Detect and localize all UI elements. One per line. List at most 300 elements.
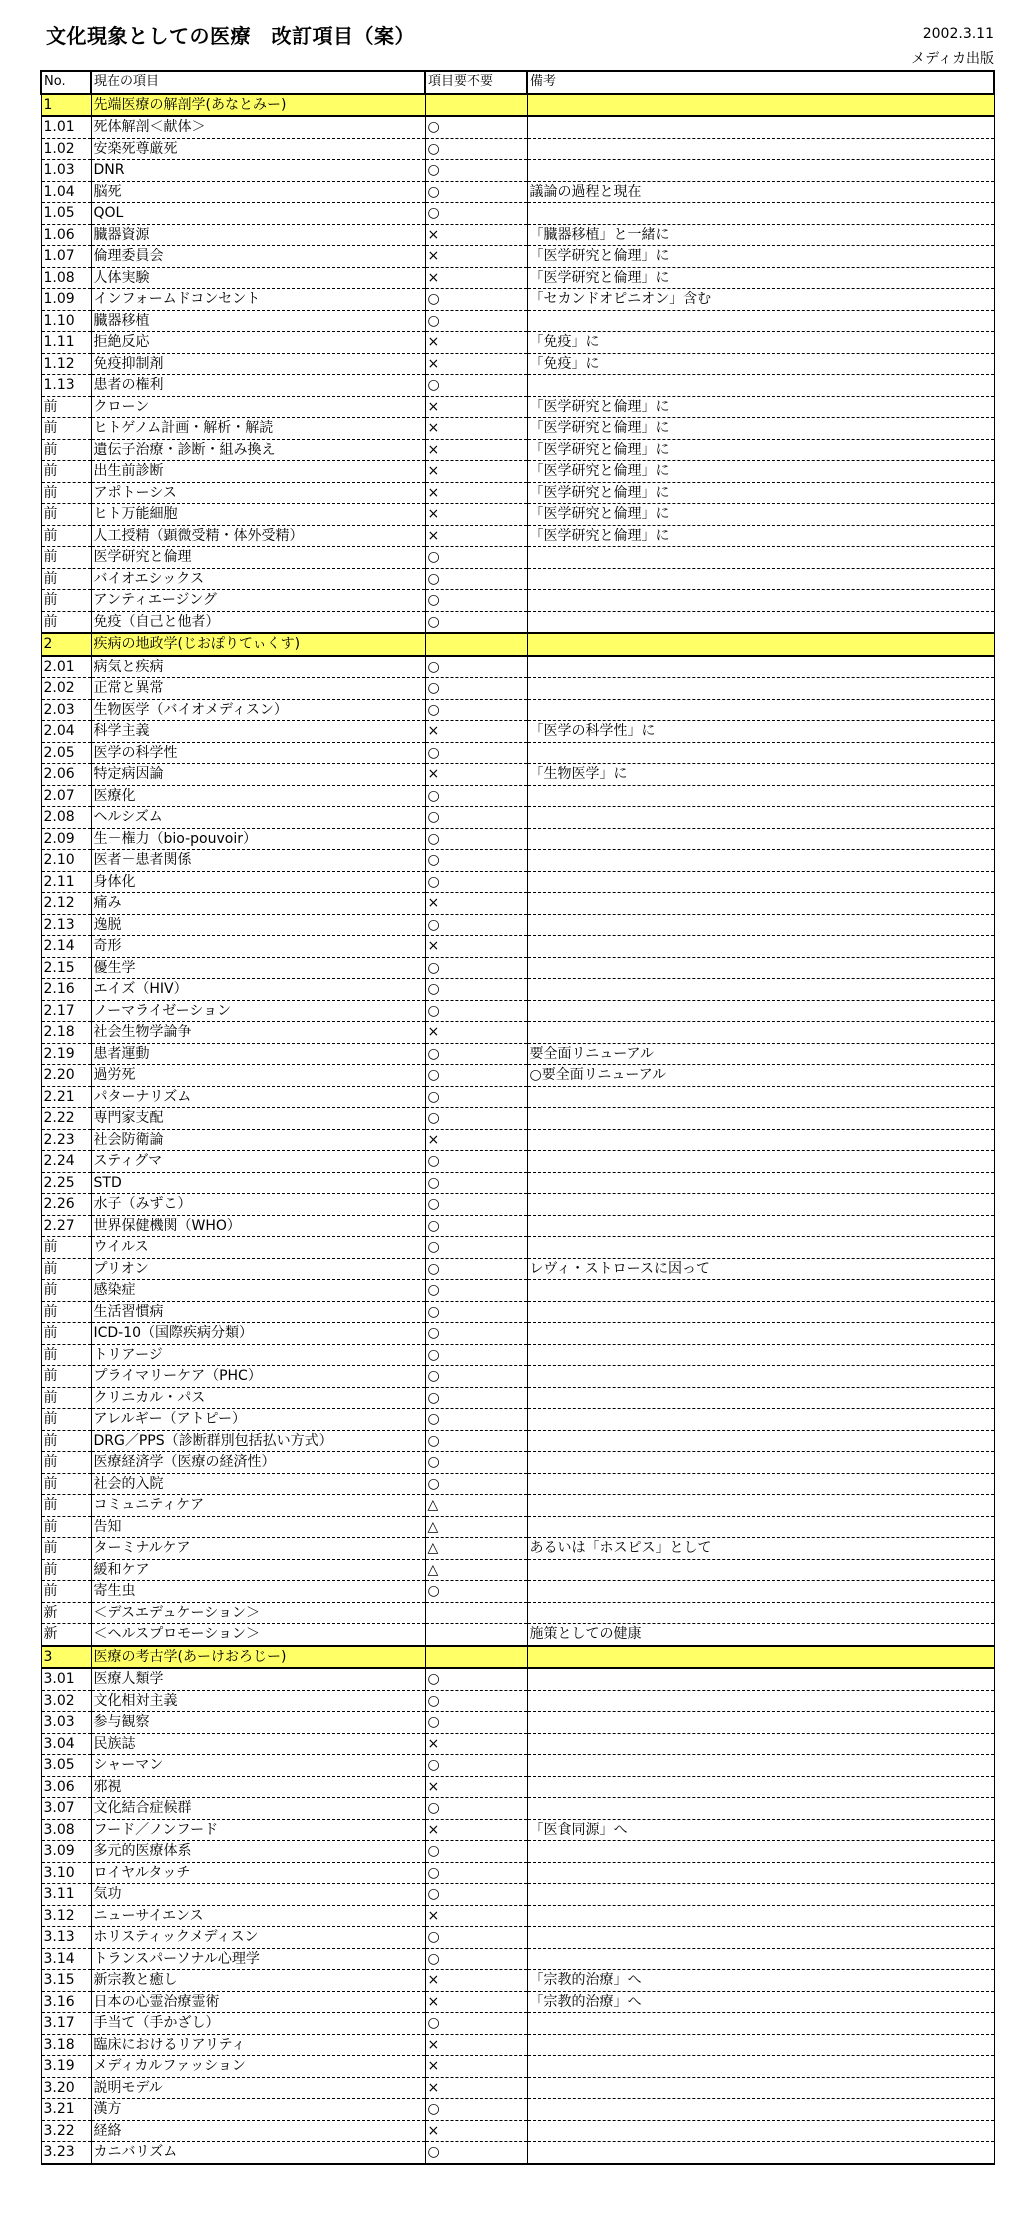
row-item: 告知	[91, 1516, 425, 1538]
row-needed-mark: ○	[425, 957, 527, 979]
row-item: メディカルファッション	[91, 2056, 425, 2078]
row-item: トリアージ	[91, 1344, 425, 1366]
row-needed-mark: ○	[425, 1884, 527, 1906]
row-remark	[527, 1172, 994, 1194]
header-needed: 項目要不要	[425, 71, 527, 94]
row-remark: 「医学の科学性」に	[527, 721, 994, 743]
row-item: 医療人類学	[91, 1668, 425, 1690]
row-number: 前	[41, 1452, 91, 1474]
row-needed-mark: ○	[425, 699, 527, 721]
header-remarks: 備考	[527, 71, 994, 94]
row-number: 3.17	[41, 2013, 91, 2035]
row-remark	[527, 656, 994, 678]
row-item: 疾病の地政学(じおぽりてぃくす)	[91, 633, 425, 656]
header-item: 現在の項目	[91, 71, 425, 94]
row-needed-mark: ○	[425, 1043, 527, 1065]
row-needed-mark: ○	[425, 310, 527, 332]
row-needed-mark: ×	[425, 482, 527, 504]
row-remark	[527, 1884, 994, 1906]
row-item: 医学の科学性	[91, 742, 425, 764]
table-row	[41, 1495, 994, 1517]
row-needed-mark: ×	[425, 936, 527, 958]
row-number: 2.26	[41, 1194, 91, 1216]
row-number: 2.03	[41, 699, 91, 721]
row-needed-mark: ×	[425, 396, 527, 418]
row-item: 人工授精（顕微受精・体外受精）	[91, 525, 425, 547]
row-item: 漢方	[91, 2099, 425, 2121]
row-remark	[527, 2099, 994, 2121]
table-row	[41, 2077, 994, 2099]
row-item: シャーマン	[91, 1755, 425, 1777]
row-needed-mark: ○	[425, 1086, 527, 1108]
row-number: 2.09	[41, 828, 91, 850]
row-item: ニューサイエンス	[91, 1905, 425, 1927]
table-row	[41, 267, 994, 289]
row-number: 2.05	[41, 742, 91, 764]
row-number: 3.15	[41, 1970, 91, 1992]
row-number: 2.23	[41, 1129, 91, 1151]
row-number: 2.12	[41, 893, 91, 915]
row-needed-mark: ×	[425, 893, 527, 915]
row-needed-mark: ○	[425, 1690, 527, 1712]
row-item: 拒絶反応	[91, 332, 425, 354]
row-item: 医者－患者関係	[91, 850, 425, 872]
row-remark	[527, 1646, 994, 1669]
row-needed-mark: ○	[425, 568, 527, 590]
row-number: 前	[41, 1581, 91, 1603]
row-number: 2.10	[41, 850, 91, 872]
row-item: アンティエージング	[91, 590, 425, 612]
row-needed-mark: ○	[425, 611, 527, 633]
row-item: 奇形	[91, 936, 425, 958]
row-needed-mark: ×	[425, 504, 527, 526]
section-row	[41, 1646, 994, 1669]
row-remark	[527, 699, 994, 721]
row-needed-mark: ○	[425, 1927, 527, 1949]
row-needed-mark: ○	[425, 1194, 527, 1216]
row-remark: 「医学研究と倫理」に	[527, 267, 994, 289]
table-row	[41, 2056, 994, 2078]
row-remark	[527, 1194, 994, 1216]
table-row	[41, 396, 994, 418]
row-remark	[527, 807, 994, 829]
row-needed-mark: ×	[425, 1733, 527, 1755]
row-needed-mark: ○	[425, 203, 527, 225]
row-item: 民族誌	[91, 1733, 425, 1755]
row-item: ＜ヘルスプロモーション＞	[91, 1624, 425, 1646]
row-remark	[527, 1927, 994, 1949]
row-item: アレルギー（アトピー）	[91, 1409, 425, 1431]
row-number: 前	[41, 1301, 91, 1323]
row-needed-mark: ○	[425, 1280, 527, 1302]
row-item: 正常と異常	[91, 678, 425, 700]
row-remark	[527, 1151, 994, 1173]
row-number: 前	[41, 1430, 91, 1452]
row-remark	[527, 893, 994, 915]
table-row	[41, 764, 994, 786]
row-remark	[527, 611, 994, 633]
table-row	[41, 2034, 994, 2056]
row-number: 3.12	[41, 1905, 91, 1927]
row-needed-mark: ○	[425, 1581, 527, 1603]
row-number: 1.11	[41, 332, 91, 354]
row-needed-mark: ○	[425, 2013, 527, 2035]
table-row	[41, 1841, 994, 1863]
row-needed-mark: ○	[425, 1215, 527, 1237]
table-row	[41, 1862, 994, 1884]
row-item: ヒト万能細胞	[91, 504, 425, 526]
row-number: 3.16	[41, 1991, 91, 2013]
row-remark: 「医学研究と倫理」に	[527, 418, 994, 440]
table-row	[41, 742, 994, 764]
table-row	[41, 1473, 994, 1495]
row-item: バイオエシックス	[91, 568, 425, 590]
row-number: 前	[41, 482, 91, 504]
table-row	[41, 1690, 994, 1712]
row-remark: 「免疫」に	[527, 332, 994, 354]
row-remark	[527, 160, 994, 182]
row-number: 3.08	[41, 1819, 91, 1841]
row-needed-mark: ○	[425, 289, 527, 311]
row-needed-mark: ○	[425, 678, 527, 700]
row-remark	[527, 1323, 994, 1345]
row-remark	[527, 633, 994, 656]
row-number: 1.08	[41, 267, 91, 289]
table-row	[41, 1819, 994, 1841]
row-remark	[527, 1755, 994, 1777]
row-item: スティグマ	[91, 1151, 425, 1173]
row-item: 病気と疾病	[91, 656, 425, 678]
row-remark: 「医学研究と倫理」に	[527, 396, 994, 418]
row-remark	[527, 1000, 994, 1022]
table-row	[41, 203, 994, 225]
row-item: 日本の心霊治療霊術	[91, 1991, 425, 2013]
row-item: クリニカル・パス	[91, 1387, 425, 1409]
row-number: 1.12	[41, 353, 91, 375]
row-remark	[527, 785, 994, 807]
row-remark	[527, 138, 994, 160]
row-remark	[527, 1798, 994, 1820]
row-needed-mark: ×	[425, 353, 527, 375]
row-number: 3.09	[41, 1841, 91, 1863]
table-row	[41, 246, 994, 268]
row-remark: 「宗教的治療」へ	[527, 1991, 994, 2013]
row-item: ICD-10（国際疾病分類）	[91, 1323, 425, 1345]
table-header-row	[41, 71, 994, 94]
row-remark	[527, 1344, 994, 1366]
row-item: DRG／PPS（診断群別包括払い方式）	[91, 1430, 425, 1452]
table-row	[41, 1387, 994, 1409]
row-remark: 議論の過程と現在	[527, 181, 994, 203]
row-needed-mark: ×	[425, 1991, 527, 2013]
document-title: 文化現象としての医療 改訂項目（案）	[46, 24, 415, 48]
table-row	[41, 1712, 994, 1734]
row-number: 3.06	[41, 1776, 91, 1798]
row-remark	[527, 1129, 994, 1151]
row-needed-mark: ○	[425, 1323, 527, 1345]
table-row	[41, 1086, 994, 1108]
table-row	[41, 2099, 994, 2121]
row-remark: 「医食同源」へ	[527, 1819, 994, 1841]
row-item: 免疫抑制剤	[91, 353, 425, 375]
row-needed-mark: △	[425, 1559, 527, 1581]
row-number: 前	[41, 1323, 91, 1345]
row-remark	[527, 742, 994, 764]
row-remark	[527, 1690, 994, 1712]
table-row	[41, 1237, 994, 1259]
row-needed-mark	[425, 1602, 527, 1624]
row-item: 生活習慣病	[91, 1301, 425, 1323]
row-number: 1.05	[41, 203, 91, 225]
row-needed-mark: ○	[425, 138, 527, 160]
row-number: 2.04	[41, 721, 91, 743]
table-row	[41, 1624, 994, 1646]
row-needed-mark: ×	[425, 1776, 527, 1798]
table-row	[41, 807, 994, 829]
table-row	[41, 1991, 994, 2013]
row-remark	[527, 590, 994, 612]
row-number: 前	[41, 568, 91, 590]
row-number: 前	[41, 1344, 91, 1366]
row-needed-mark: ×	[425, 246, 527, 268]
row-needed-mark	[425, 94, 527, 117]
row-remark	[527, 1409, 994, 1431]
row-item: トランスパーソナル心理学	[91, 1948, 425, 1970]
row-remark	[527, 2013, 994, 2035]
row-item: 感染症	[91, 1280, 425, 1302]
table-row	[41, 1409, 994, 1431]
row-needed-mark: ×	[425, 2120, 527, 2142]
row-needed-mark: ×	[425, 224, 527, 246]
row-item: 手当て（手かざし）	[91, 2013, 425, 2035]
row-number: 前	[41, 1559, 91, 1581]
row-remark	[527, 1841, 994, 1863]
row-number: 3.03	[41, 1712, 91, 1734]
table-row	[41, 1215, 994, 1237]
row-remark	[527, 1387, 994, 1409]
row-number: 2.21	[41, 1086, 91, 1108]
row-remark	[527, 375, 994, 397]
row-needed-mark: ○	[425, 1862, 527, 1884]
table-row	[41, 568, 994, 590]
row-number: 3.10	[41, 1862, 91, 1884]
row-number: 2.19	[41, 1043, 91, 1065]
row-needed-mark: ○	[425, 1000, 527, 1022]
table-row	[41, 1366, 994, 1388]
row-remark	[527, 957, 994, 979]
row-number: 2.22	[41, 1108, 91, 1130]
row-number: 3.11	[41, 1884, 91, 1906]
row-number: 1.02	[41, 138, 91, 160]
row-remark	[527, 568, 994, 590]
row-item: 臓器資源	[91, 224, 425, 246]
table-row	[41, 656, 994, 678]
table-row	[41, 1194, 994, 1216]
row-needed-mark: ○	[425, 1798, 527, 1820]
row-number: 3.04	[41, 1733, 91, 1755]
row-number: 3.14	[41, 1948, 91, 1970]
row-item: 患者の権利	[91, 375, 425, 397]
table-row	[41, 850, 994, 872]
table-row	[41, 1108, 994, 1130]
row-number: 前	[41, 1237, 91, 1259]
table-row	[41, 611, 994, 633]
row-item: 死体解剖＜献体＞	[91, 116, 425, 138]
row-needed-mark: ×	[425, 525, 527, 547]
table-row	[41, 678, 994, 700]
row-item: 遺伝子治療・診断・組み換え	[91, 439, 425, 461]
row-item: カニバリズム	[91, 2142, 425, 2164]
row-item: ヘルシズム	[91, 807, 425, 829]
row-needed-mark: △	[425, 1516, 527, 1538]
row-item: 特定病因論	[91, 764, 425, 786]
table-row	[41, 461, 994, 483]
row-number: 2.11	[41, 871, 91, 893]
row-needed-mark: ○	[425, 914, 527, 936]
row-number: 1.01	[41, 116, 91, 138]
row-number: 2.24	[41, 1151, 91, 1173]
row-item: コミュニティケア	[91, 1495, 425, 1517]
table-row	[41, 871, 994, 893]
row-needed-mark: ×	[425, 764, 527, 786]
row-number: 3.05	[41, 1755, 91, 1777]
row-needed-mark: ×	[425, 332, 527, 354]
row-needed-mark: ○	[425, 1473, 527, 1495]
row-needed-mark: ○	[425, 1668, 527, 1690]
row-remark: 「宗教的治療」へ	[527, 1970, 994, 1992]
publisher: メディカ出版	[911, 51, 994, 67]
table-row	[41, 1344, 994, 1366]
table-row	[41, 160, 994, 182]
row-number: 2.01	[41, 656, 91, 678]
row-needed-mark: ○	[425, 1237, 527, 1259]
row-remark	[527, 1905, 994, 1927]
row-number: 3.02	[41, 1690, 91, 1712]
table-row	[41, 439, 994, 461]
row-number: 新	[41, 1624, 91, 1646]
row-needed-mark: ○	[425, 1430, 527, 1452]
table-row	[41, 1798, 994, 1820]
row-number: 1.13	[41, 375, 91, 397]
row-item: 説明モデル	[91, 2077, 425, 2099]
row-number: 2.25	[41, 1172, 91, 1194]
row-remark: 「免疫」に	[527, 353, 994, 375]
row-number: 1.09	[41, 289, 91, 311]
row-remark: 「セカンドオピニオン」含む	[527, 289, 994, 311]
table-row	[41, 504, 994, 526]
row-remark	[527, 2077, 994, 2099]
row-item: 倫理委員会	[91, 246, 425, 268]
row-number: 前	[41, 1258, 91, 1280]
row-needed-mark: ○	[425, 1409, 527, 1431]
row-needed-mark: ○	[425, 1108, 527, 1130]
table-row	[41, 1022, 994, 1044]
row-remark	[527, 1022, 994, 1044]
table-row	[41, 525, 994, 547]
row-item: エイズ（HIV）	[91, 979, 425, 1001]
table-row	[41, 224, 994, 246]
row-item: 科学主義	[91, 721, 425, 743]
table-row	[41, 1581, 994, 1603]
row-item: 過労死	[91, 1065, 425, 1087]
table-row	[41, 828, 994, 850]
row-needed-mark: ×	[425, 267, 527, 289]
row-needed-mark: ○	[425, 1366, 527, 1388]
row-number: 2	[41, 633, 91, 656]
row-number: 2.27	[41, 1215, 91, 1237]
table-row	[41, 1538, 994, 1560]
row-remark	[527, 547, 994, 569]
row-item: 出生前診断	[91, 461, 425, 483]
row-needed-mark	[425, 1624, 527, 1646]
row-remark: 「医学研究と倫理」に	[527, 504, 994, 526]
table-row	[41, 936, 994, 958]
table-row	[41, 1323, 994, 1345]
table-row	[41, 1559, 994, 1581]
row-number: 前	[41, 1387, 91, 1409]
table-row	[41, 893, 994, 915]
row-item: 社会防衛論	[91, 1129, 425, 1151]
row-remark	[527, 94, 994, 117]
row-item: フード／ノンフード	[91, 1819, 425, 1841]
row-remark	[527, 1668, 994, 1690]
row-number: 新	[41, 1602, 91, 1624]
row-item: 臨床におけるリアリティ	[91, 2034, 425, 2056]
row-remark: 施策としての健康	[527, 1624, 994, 1646]
row-remark	[527, 116, 994, 138]
row-needed-mark	[425, 633, 527, 656]
row-remark	[527, 1430, 994, 1452]
row-item: 世界保健機関（WHO）	[91, 1215, 425, 1237]
row-item: 経絡	[91, 2120, 425, 2142]
row-needed-mark: ×	[425, 2077, 527, 2099]
row-needed-mark: △	[425, 1495, 527, 1517]
table-row	[41, 699, 994, 721]
table-row	[41, 2142, 994, 2164]
row-needed-mark: ×	[425, 721, 527, 743]
table-row	[41, 482, 994, 504]
table-row	[41, 914, 994, 936]
row-remark: 「医学研究と倫理」に	[527, 439, 994, 461]
row-item: 文化結合症候群	[91, 1798, 425, 1820]
row-item: 専門家支配	[91, 1108, 425, 1130]
row-number: 前	[41, 418, 91, 440]
document-date: 2002.3.11	[922, 26, 994, 42]
row-needed-mark: ○	[425, 1387, 527, 1409]
row-number: 前	[41, 396, 91, 418]
table-row	[41, 332, 994, 354]
row-item: 邪視	[91, 1776, 425, 1798]
row-number: 前	[41, 461, 91, 483]
row-item: 医療経済学（医療の経済性）	[91, 1452, 425, 1474]
row-number: 3.20	[41, 2077, 91, 2099]
row-needed-mark: ○	[425, 785, 527, 807]
table-row	[41, 289, 994, 311]
table-row	[41, 1430, 994, 1452]
row-remark	[527, 1108, 994, 1130]
row-remark: 「臓器移植」と一緒に	[527, 224, 994, 246]
row-number: 3.07	[41, 1798, 91, 1820]
table-row	[41, 1516, 994, 1538]
row-item: 逸脱	[91, 914, 425, 936]
row-item: 社会生物学論争	[91, 1022, 425, 1044]
row-remark	[527, 1366, 994, 1388]
row-number: 3.23	[41, 2142, 91, 2164]
row-needed-mark: ×	[425, 439, 527, 461]
row-number: 3.13	[41, 1927, 91, 1949]
row-remark	[527, 1086, 994, 1108]
row-number: 2.07	[41, 785, 91, 807]
